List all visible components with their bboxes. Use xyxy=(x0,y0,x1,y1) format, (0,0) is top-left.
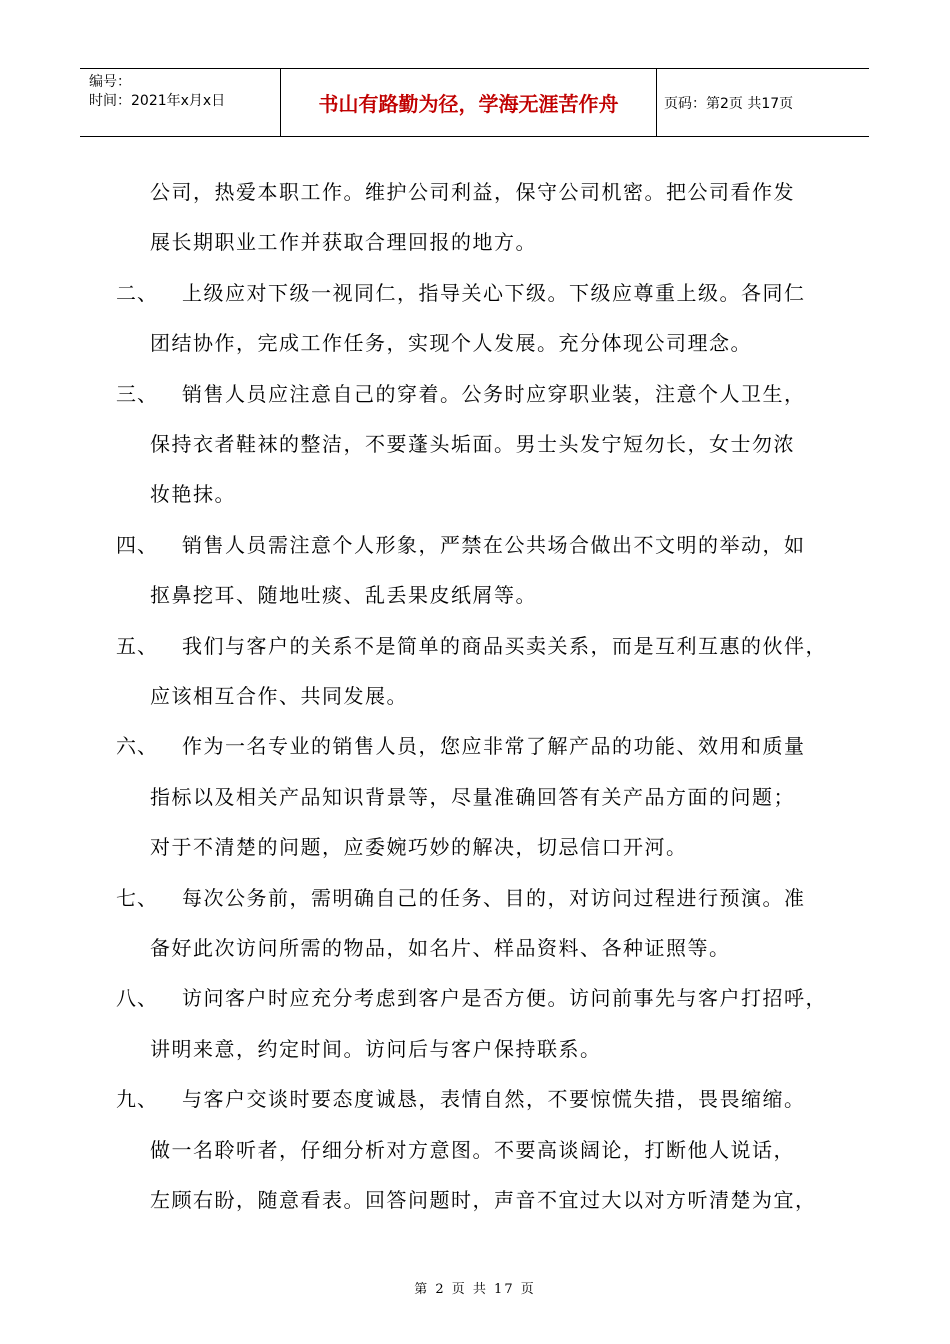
paragraph-line: 销售人员需注意个人形象，严禁在公共场合做出不文明的举动，如 xyxy=(182,532,806,557)
paragraph-number: 七、 xyxy=(116,885,158,910)
paragraph-line: 保持衣者鞋袜的整洁，不要蓬头垢面。男士头发宁短勿长，女士勿浓 xyxy=(150,432,795,456)
paragraph-line: 展长期职业工作并获取合理回报的地方。 xyxy=(150,230,537,255)
time-label: 时间：2021年x月x日 xyxy=(89,93,226,109)
paragraph-line: 备好此次访问所需的物品，如名片、样品资料、各种证照等。 xyxy=(150,936,731,960)
paragraph-line: 抠鼻挖耳、随地吐痰、乱丢果皮纸屑等。 xyxy=(150,583,537,608)
header-page-label: 页码：第2页 共17页 xyxy=(664,96,794,112)
paragraph-number: 八、 xyxy=(116,986,158,1011)
paragraph-line: 指标以及相关产品知识背景等，尽量准确回答有关产品方面的问题； xyxy=(150,784,795,809)
paragraph-line: 对于不清楚的问题，应委婉巧妙的解决，切忌信口开河。 xyxy=(150,835,688,860)
paragraph-line: 左顾右盼，随意看表。回答问题时，声音不宜过大以对方听清楚为宜， xyxy=(150,1188,817,1212)
paragraph-number: 五、 xyxy=(116,633,158,658)
header-info xyxy=(89,73,225,111)
paragraph-line: 团结协作，完成工作任务，实现个人发展。充分体现公司理念。 xyxy=(150,331,752,356)
paragraph-line: 访问客户时应充分考虑到客户是否方便。访问前事先与客户打招呼， xyxy=(182,986,827,1011)
paragraph-line: 妆艳抹。 xyxy=(150,482,236,507)
paragraph-line: 应该相互合作、共同发展。 xyxy=(150,684,408,708)
paragraph-line: 作为一名专业的销售人员，您应非常了解产品的功能、效用和质量 xyxy=(182,734,806,759)
paragraph-number: 六、 xyxy=(116,734,158,759)
number-label: 编号： xyxy=(89,74,131,90)
header-divider xyxy=(656,69,657,136)
paragraph-line: 销售人员应注意自己的穿着。公务时应穿职业装，注意个人卫生， xyxy=(182,381,806,406)
paragraph-line: 我们与客户的关系不是简单的商品买卖关系，而是互利互惠的伙伴， xyxy=(182,633,827,658)
paragraph-line: 上级应对下级一视同仁，指导关心下级。下级应尊重上级。各同仁 xyxy=(182,280,806,305)
page-header xyxy=(80,68,869,137)
page-footer: 第 2 页 共 17 页 xyxy=(414,1282,536,1297)
paragraph-number: 二、 xyxy=(116,280,158,305)
paragraph-number: 九、 xyxy=(116,1087,158,1112)
paragraph-number: 三、 xyxy=(116,381,158,406)
paragraph-line: 讲明来意，约定时间。访问后与客户保持联系。 xyxy=(150,1036,602,1061)
paragraph-line: 与客户交谈时要态度诚恳，表情自然，不要惊慌失措，畏畏缩缩。 xyxy=(182,1087,806,1112)
paragraph-line: 公司，热爱本职工作。维护公司利益，保守公司机密。把公司看作发 xyxy=(150,180,795,204)
paragraph-line: 每次公务前，需明确自己的任务、目的，对访问过程进行预演。准 xyxy=(182,885,806,910)
header-motto: 书山有路勤为径，学海无涯苦作舟 xyxy=(318,92,619,116)
paragraph-line: 做一名聆听者，仔细分析对方意图。不要高谈阔论，打断他人说话， xyxy=(150,1137,795,1162)
paragraph-number: 四、 xyxy=(116,532,158,557)
